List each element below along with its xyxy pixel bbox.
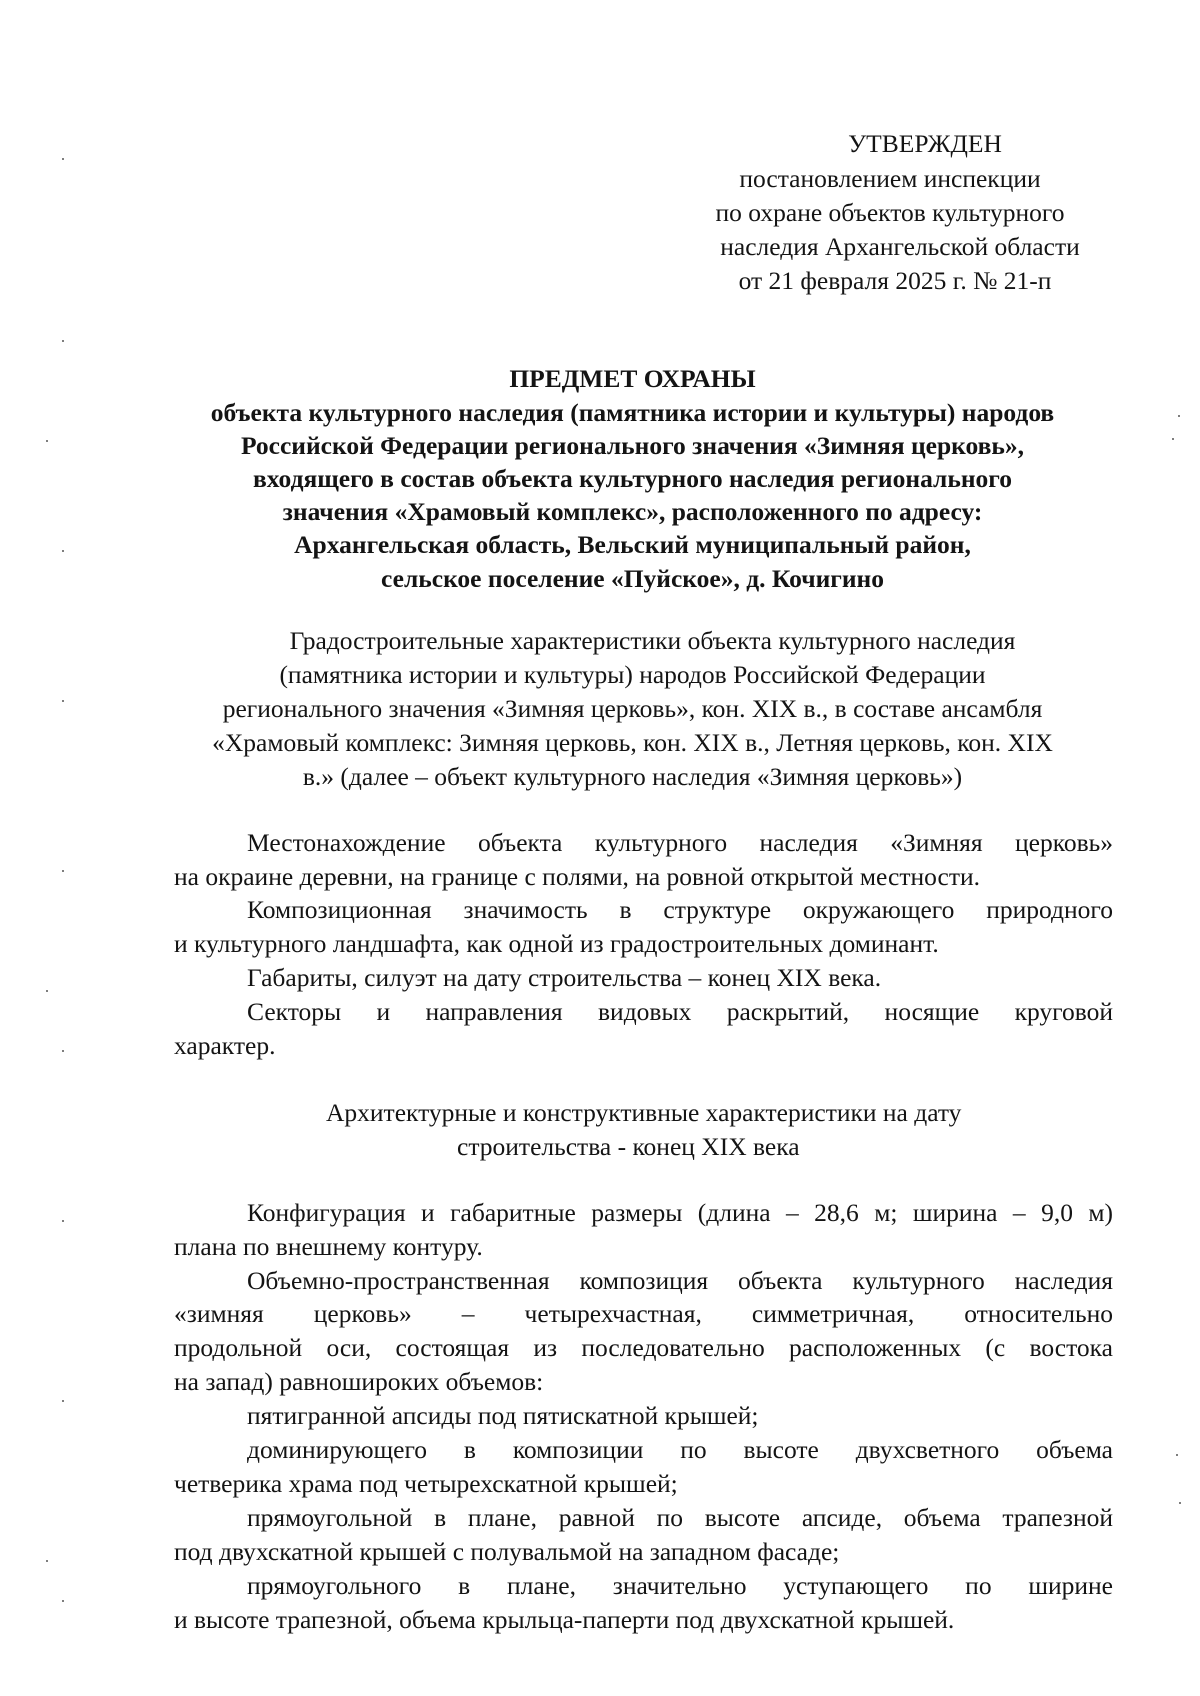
paragraph-line: пятигранной апсиды под пятискатной крышей;	[247, 1401, 759, 1430]
section-title-line: строительства - конец XIX века	[457, 1132, 800, 1161]
section-title-line: «Храмовый комплекс: Зимняя церковь, кон. XIX в., Летняя церковь, кон. XIX	[212, 728, 1053, 757]
scan-speck	[1179, 1502, 1181, 1504]
paragraph-line: четверика храма под четырехскатной крышей;	[174, 1469, 678, 1498]
heading-line: сельское поселение «Пуйское», д. Кочигино	[381, 564, 884, 593]
scan-speck	[1176, 1454, 1178, 1456]
section-title-line: в.» (далее – объект культурного наследия «Зимняя церковь»)	[302, 762, 963, 791]
section-title-line: Архитектурные и конструктивные характеристики на дату	[326, 1098, 962, 1127]
paragraph-line: «зимняя церковь» – четырехчастная, симметричная, относительно	[174, 1299, 1113, 1328]
section-title-line: Градостроительные характеристики объекта культурного наследия	[289, 626, 1016, 655]
paragraph-line: Секторы и направления видовых раскрытий, носящие круговой	[247, 997, 1113, 1026]
scan-speck	[62, 550, 64, 552]
scan-speck	[1172, 438, 1174, 440]
section-title-line: регионального значения «Зимняя церковь», кон. XIX в., в составе ансамбля	[222, 694, 1043, 723]
paragraph-line: на запад) равноширокиx объемов:	[174, 1367, 544, 1396]
approval-line: от 21 февраля 2025 г. № 21-п	[738, 266, 1052, 295]
heading-line: Российской Федерации регионального значения «Зимняя церковь»,	[240, 431, 1025, 460]
paragraph-line: прямоугольной в плане, равной по высоте апсиде, объема трапезной	[247, 1503, 1113, 1532]
approval-line: постановлением инспекции	[739, 164, 1041, 193]
scan-speck	[62, 1050, 64, 1052]
section-title-line: (памятника истории и культуры) народов Российской Федерации	[279, 660, 986, 689]
paragraph-line: характер.	[174, 1031, 276, 1060]
paragraph-line: и культурного ландшафта, как одной из градостроительных доминант.	[174, 929, 939, 958]
heading-line: Архангельская область, Вельский муниципальный район,	[294, 530, 971, 559]
paragraph-line: доминирующего в композиции по высоте двухсветного объема	[247, 1435, 1113, 1464]
paragraph-line: Конфигурация и габаритные размеры (длина – 28,6 м; ширина – 9,0 м)	[247, 1198, 1113, 1227]
scan-speck	[62, 700, 64, 702]
heading-line: значения «Храмовый комплекс», расположенного по адресу:	[282, 497, 983, 526]
scan-speck	[62, 1400, 64, 1402]
scan-speck	[62, 340, 64, 342]
heading-line: объекта культурного наследия (памятника истории и культуры) народов	[210, 398, 1055, 427]
paragraph-line: Местонахождение объекта культурного наследия «Зимняя церковь»	[247, 828, 1113, 857]
scan-speck	[1178, 415, 1180, 417]
heading-title: ПРЕДМЕТ ОХРАНЫ	[509, 364, 756, 393]
approval-line: по охране объектов культурного	[715, 198, 1065, 227]
scan-speck	[46, 1560, 48, 1562]
scan-speck	[46, 440, 48, 442]
scan-speck	[62, 1220, 64, 1222]
scan-speck	[62, 158, 64, 160]
paragraph-line: под двухскатной крышей с полувальмой на западном фасаде;	[174, 1537, 840, 1566]
paragraph-line: Композиционная значимость в структуре окружающего природного	[247, 895, 1113, 924]
heading-line: входящего в состав объекта культурного наследия регионального	[253, 464, 1012, 493]
approval-title: УТВЕРЖДЕН	[848, 129, 1002, 158]
approval-line: наследия Архангельской области	[720, 232, 1080, 261]
scan-speck	[62, 1600, 64, 1602]
paragraph-line: Габариты, силуэт на дату строительства – конец XIX века.	[247, 963, 882, 992]
paragraph-line: Объемно-пространственная композиция объекта культурного наследия	[247, 1266, 1113, 1295]
paragraph-line: на окраине деревни, на границе с полями, на ровной открытой местности.	[174, 862, 980, 891]
paragraph-line: прямоугольного в плане, значительно уступающего по ширине	[247, 1571, 1113, 1600]
paragraph-line: продольной оси, состоящая из последовательно расположенных (с востока	[174, 1333, 1113, 1362]
scan-speck	[62, 870, 64, 872]
paragraph-line: и высоте трапезной, объема крыльца-паперти под двухскатной крышей.	[174, 1605, 955, 1634]
paragraph-line: плана по внешнему контуру.	[174, 1232, 483, 1261]
scan-speck	[46, 990, 48, 992]
